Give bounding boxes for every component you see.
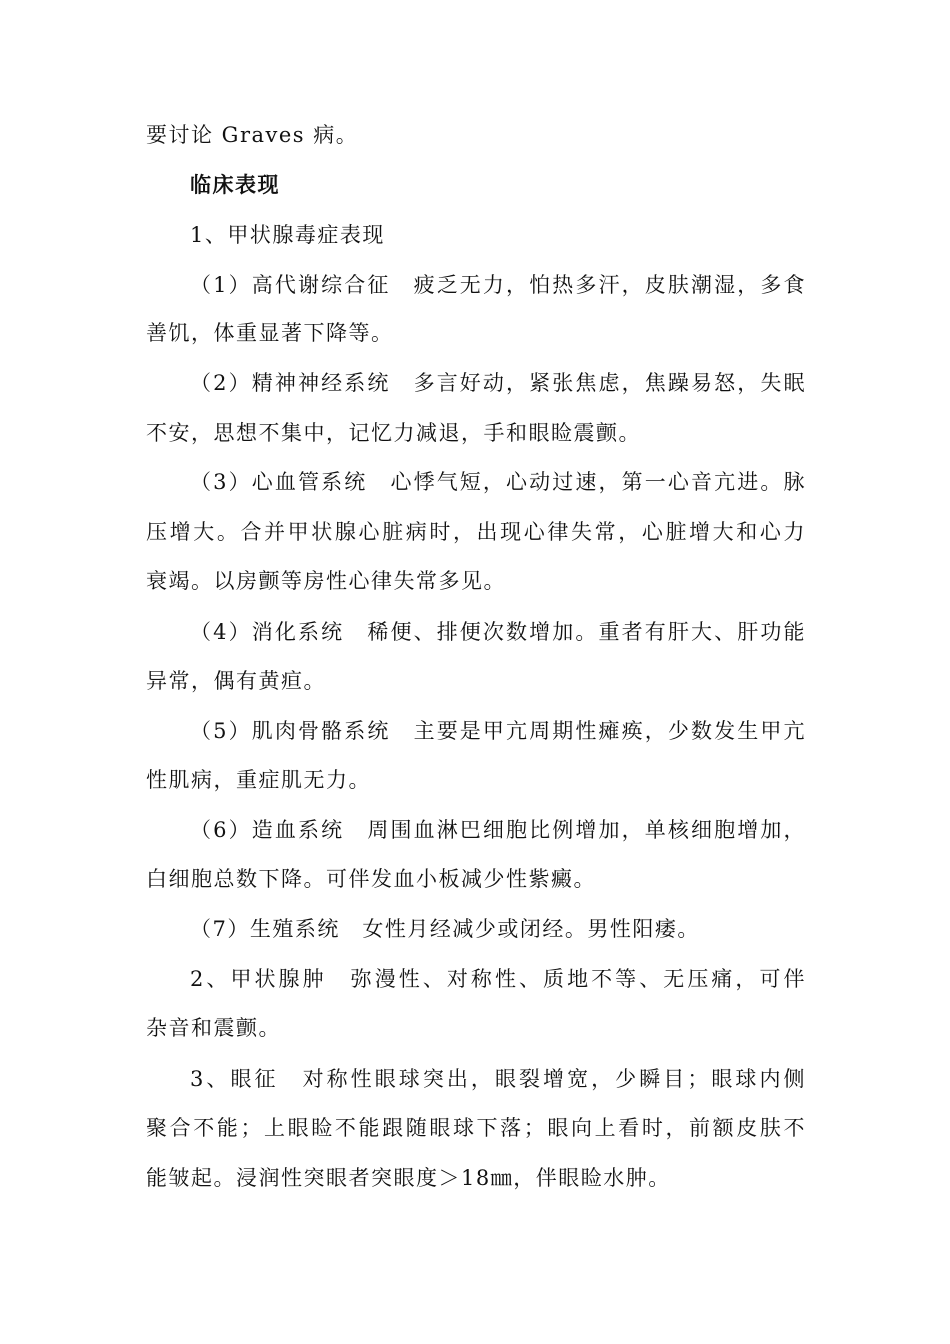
paragraph-line: 压增大。合并甲状腺心脏病时，出现心律失常，心脏增大和心力 [146, 520, 806, 544]
paragraph-line: （7）生殖系统 女性月经减少或闭经。男性阳痿。 [190, 917, 700, 941]
paragraph-line: （4）消化系统 稀便、排便次数增加。重者有肝大、肝功能 [190, 620, 806, 644]
paragraph-line: （6）造血系统 周围血淋巴细胞比例增加，单核细胞增加， [190, 818, 806, 842]
paragraph-line: （3）心血管系统 心悸气短，心动过速，第一心音亢进。脉 [190, 470, 806, 494]
paragraph-line: 善饥，体重显著下降等。 [146, 321, 394, 345]
section-heading: 临床表现 [190, 173, 280, 197]
paragraph-line: （1）高代谢综合征 疲乏无力，怕热多汗，皮肤潮湿，多食 [190, 273, 806, 297]
paragraph-line: 2、甲状腺肿 弥漫性、对称性、质地不等、无压痛，可伴 [190, 967, 806, 991]
paragraph-line: 能皱起。浸润性突眼者突眼度＞18㎜，伴眼睑水肿。 [146, 1166, 671, 1190]
paragraph-line: 白细胞总数下降。可伴发血小板减少性紫癜。 [146, 867, 596, 891]
subsection-heading: 1、甲状腺毒症表现 [190, 223, 385, 247]
paragraph-line: 异常，偶有黄疸。 [146, 669, 326, 693]
paragraph-line: 杂音和震颤。 [146, 1016, 281, 1040]
paragraph-line: 不安，思想不集中，记忆力减退，手和眼睑震颤。 [146, 421, 641, 445]
paragraph-line: （5）肌肉骨骼系统 主要是甲亢周期性瘫痪，少数发生甲亢 [190, 719, 806, 743]
paragraph-line: （2）精神神经系统 多言好动，紧张焦虑，焦躁易怒，失眠 [190, 371, 806, 395]
paragraph-line: 衰竭。以房颤等房性心律失常多见。 [146, 569, 506, 593]
paragraph-line: 3、眼征 对称性眼球突出，眼裂增宽，少瞬目；眼球内侧 [190, 1067, 806, 1091]
paragraph-line: 聚合不能；上眼睑不能跟随眼球下落；眼向上看时，前额皮肤不 [146, 1116, 806, 1140]
paragraph-line: 性肌病，重症肌无力。 [146, 768, 371, 792]
text-line: 要讨论 Graves 病。 [146, 123, 359, 147]
